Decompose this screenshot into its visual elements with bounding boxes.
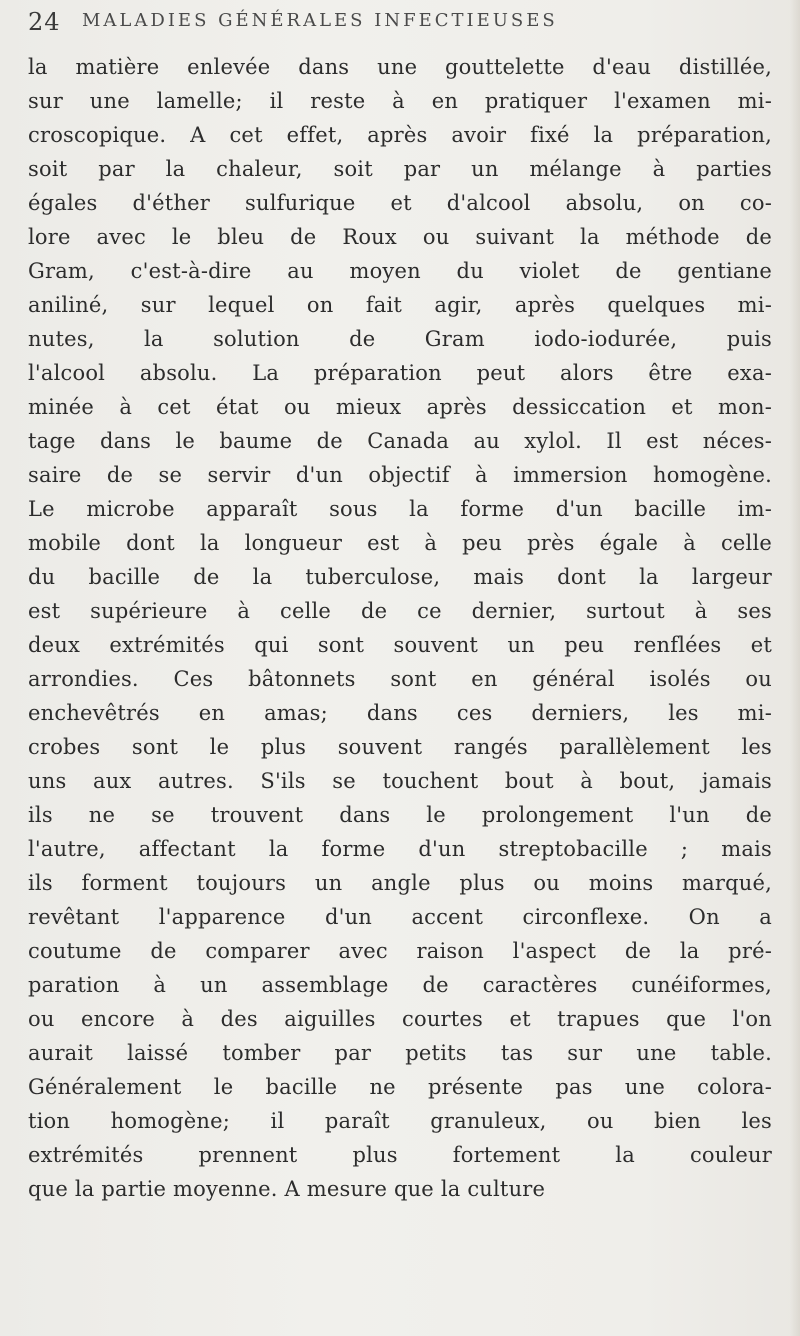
- running-header: [28, 6, 768, 42]
- text-line: est supérieure à celle de ce dernier, surtout à ses: [28, 599, 772, 623]
- text-line: soit par la chaleur, soit par un mélange à parties: [28, 157, 772, 181]
- text-line: saire de se servir d'un objectif à immersion homogène.: [28, 463, 772, 487]
- text-line: l'alcool absolu. La préparation peut alors être exa-: [28, 361, 772, 385]
- text-line: arrondies. Ces bâtonnets sont en général isolés ou: [28, 667, 772, 691]
- text-line: lore avec le bleu de Roux ou suivant la méthode de: [28, 225, 772, 249]
- text-line: coutume de comparer avec raison l'aspect de la pré-: [28, 939, 772, 963]
- text-line: ils forment toujours un angle plus ou moins marqué,: [28, 871, 772, 895]
- text-line: aniliné, sur lequel on fait agir, après quelques mi-: [28, 293, 772, 317]
- text-line: ils ne se trouvent dans le prolongement l'un de: [28, 803, 772, 827]
- text-line: minée à cet état ou mieux après dessiccation et mon-: [28, 395, 772, 419]
- text-line: égales d'éther sulfurique et d'alcool absolu, on co-: [28, 191, 772, 215]
- text-line: uns aux autres. S'ils se touchent bout à bout, jamais: [28, 769, 772, 793]
- text-line: l'autre, affectant la forme d'un streptobacille ; mais: [28, 837, 772, 861]
- text-line: ou encore à des aiguilles courtes et trapues que l'on: [28, 1007, 772, 1031]
- text-line: crobes sont le plus souvent rangés parallèlement les: [28, 735, 772, 759]
- text-line: croscopique. A cet effet, après avoir fixé la préparation,: [28, 123, 772, 147]
- text-line: paration à un assemblage de caractères cunéiformes,: [28, 973, 772, 997]
- text-line: revêtant l'apparence d'un accent circonflexe. On a: [28, 905, 772, 929]
- text-line: tage dans le baume de Canada au xylol. Il est néces-: [28, 429, 772, 453]
- text-line: que la partie moyenne. A mesure que la culture: [28, 1177, 546, 1201]
- text-line: sur une lamelle; il reste à en pratiquer l'examen mi-: [28, 89, 772, 113]
- text-line: extrémités prennent plus fortement la couleur: [28, 1143, 772, 1167]
- text-line: aurait laissé tomber par petits tas sur une table.: [28, 1041, 772, 1065]
- page-number: 24: [28, 8, 61, 36]
- text-line: la matière enlevée dans une gouttelette d'eau distillée,: [28, 55, 772, 79]
- text-line: Gram, c'est-à-dire au moyen du violet de gentiane: [28, 259, 772, 283]
- text-line: tion homogène; il paraît granuleux, ou bien les: [28, 1109, 772, 1133]
- text-line: nutes, la solution de Gram iodo-iodurée, puis: [28, 327, 772, 351]
- text-line: enchevêtrés en amas; dans ces derniers, les mi-: [28, 701, 772, 725]
- body-text: [28, 50, 772, 1206]
- text-line: Le microbe apparaît sous la forme d'un bacille im-: [28, 497, 772, 521]
- text-line: deux extrémités qui sont souvent un peu renflées et: [28, 633, 772, 657]
- text-line: du bacille de la tuberculose, mais dont la largeur: [28, 565, 772, 589]
- page-edge-shadow: [790, 0, 800, 1336]
- text-line: mobile dont la longueur est à peu près égale à celle: [28, 531, 772, 555]
- text-line: Généralement le bacille ne présente pas une colora-: [28, 1075, 772, 1099]
- running-title: MALADIES GÉNÉRALES INFECTIEUSES: [82, 10, 558, 31]
